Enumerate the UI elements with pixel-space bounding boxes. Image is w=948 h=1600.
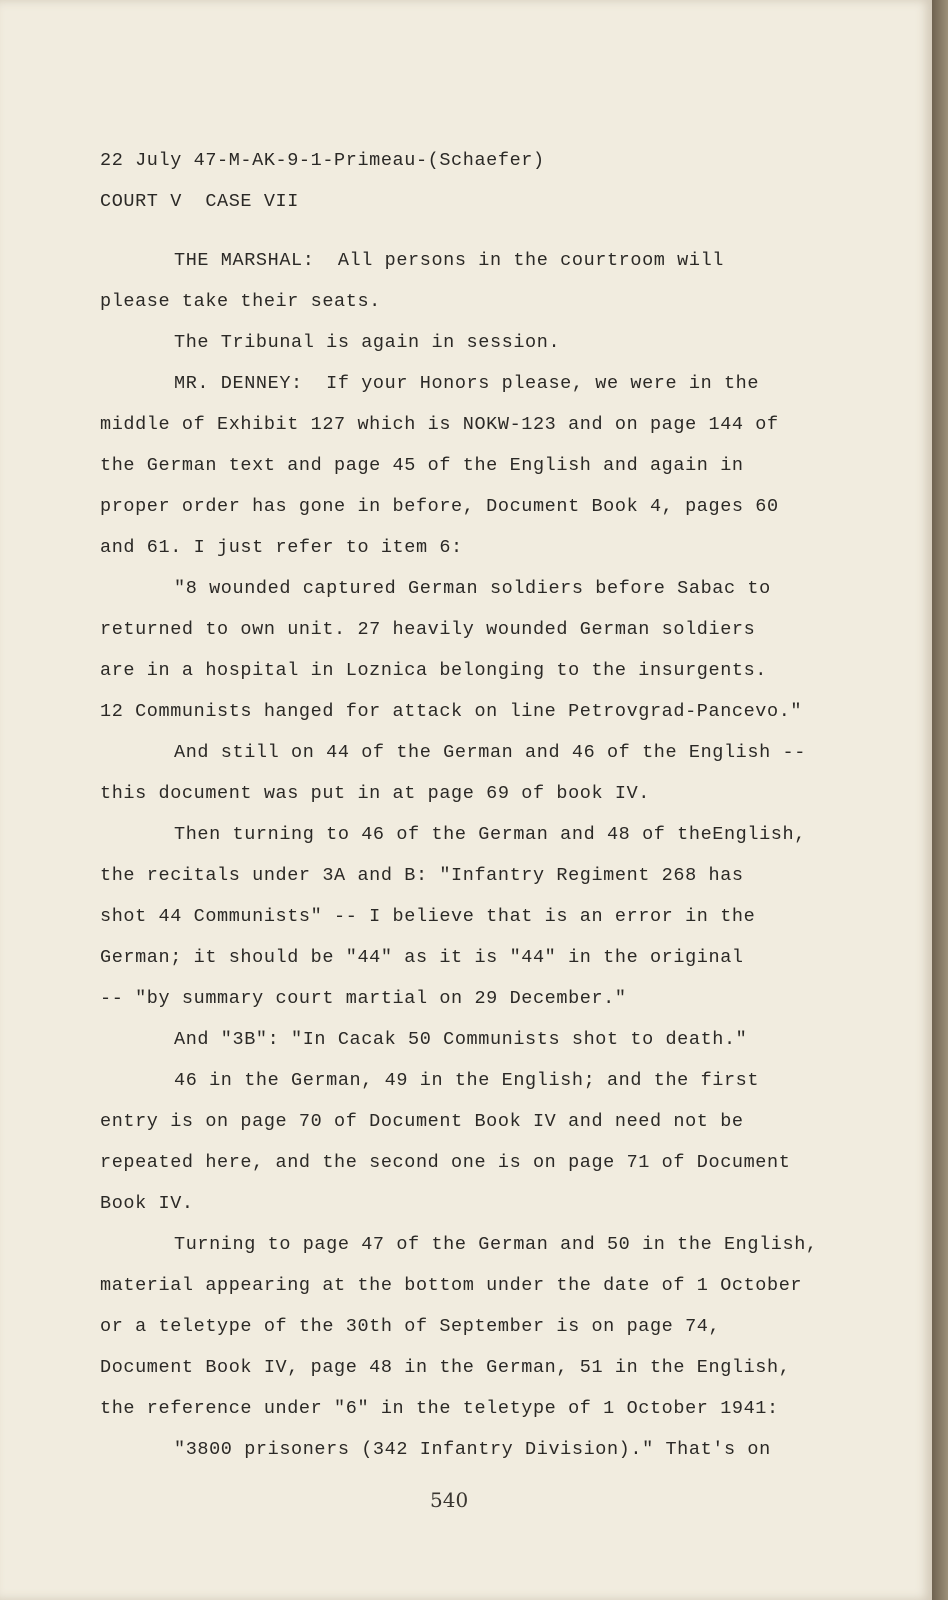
transcript-line: the German text and page 45 of the English and again in (100, 455, 744, 476)
transcript-line: shot 44 Communists" -- I believe that is an error in the (100, 906, 756, 927)
transcript-line: this document was put in at page 69 of book IV. (100, 783, 650, 804)
header-court-case: COURT V CASE VII (100, 191, 299, 212)
transcript-line: Document Book IV, page 48 in the German, 51 in the English, (100, 1357, 791, 1378)
transcript-line: are in a hospital in Loznica belonging to the insurgents. (100, 660, 768, 681)
transcript-line: And still on 44 of the German and 46 of the English -- (174, 742, 806, 763)
transcript-line: the reference under "6" in the teletype of 1 October 1941: (100, 1398, 779, 1419)
transcript-text (100, 140, 860, 1470)
transcript-line: please take their seats. (100, 291, 381, 312)
transcript-line: THE MARSHAL: All persons in the courtroom will (174, 250, 724, 271)
transcript-line: Turning to page 47 of the German and 50 in the English, (174, 1234, 818, 1255)
transcript-line: repeated here, and the second one is on page 71 of Document (100, 1152, 791, 1173)
transcript-line: -- "by summary court martial on 29 December." (100, 988, 627, 1009)
transcript-line: material appearing at the bottom under the date of 1 October (100, 1275, 803, 1296)
transcript-line: "3800 prisoners (342 Infantry Division)." That's on (174, 1439, 771, 1460)
transcript-line: Book IV. (100, 1193, 194, 1214)
page-number: 540 (430, 1488, 469, 1512)
transcript-line: The Tribunal is again in session. (174, 332, 561, 353)
transcript-line: 12 Communists hanged for attack on line Petrovgrad-Pancevo." (100, 701, 803, 722)
transcript-line: German; it should be "44" as it is "44" in the original (100, 947, 744, 968)
transcript-line: or a teletype of the 30th of September is on page 74, (100, 1316, 721, 1337)
transcript-line: "8 wounded captured German soldiers before Sabac to (174, 578, 771, 599)
transcript-line: MR. DENNEY: If your Honors please, we were in the (174, 373, 760, 394)
transcript-line: middle of Exhibit 127 which is NOKW-123 and on page 144 of (100, 414, 779, 435)
transcript-line: returned to own unit. 27 heavily wounded German soldiers (100, 619, 756, 640)
transcript-line: the recitals under 3A and B: "Infantry Regiment 268 has (100, 865, 744, 886)
transcript-line: And "3B": "In Cacak 50 Communists shot to death." (174, 1029, 748, 1050)
header-reference: 22 July 47-M-AK-9-1-Primeau-(Schaefer) (100, 150, 545, 171)
transcript-line: proper order has gone in before, Document Book 4, pages 60 (100, 496, 779, 517)
transcript-line: and 61. I just refer to item 6: (100, 537, 463, 558)
transcript-line: Then turning to 46 of the German and 48 of theEnglish, (174, 824, 806, 845)
page-edge-shadow (932, 0, 948, 1600)
transcript-line: 46 in the German, 49 in the English; and the first (174, 1070, 760, 1091)
transcript-line: entry is on page 70 of Document Book IV and need not be (100, 1111, 744, 1132)
